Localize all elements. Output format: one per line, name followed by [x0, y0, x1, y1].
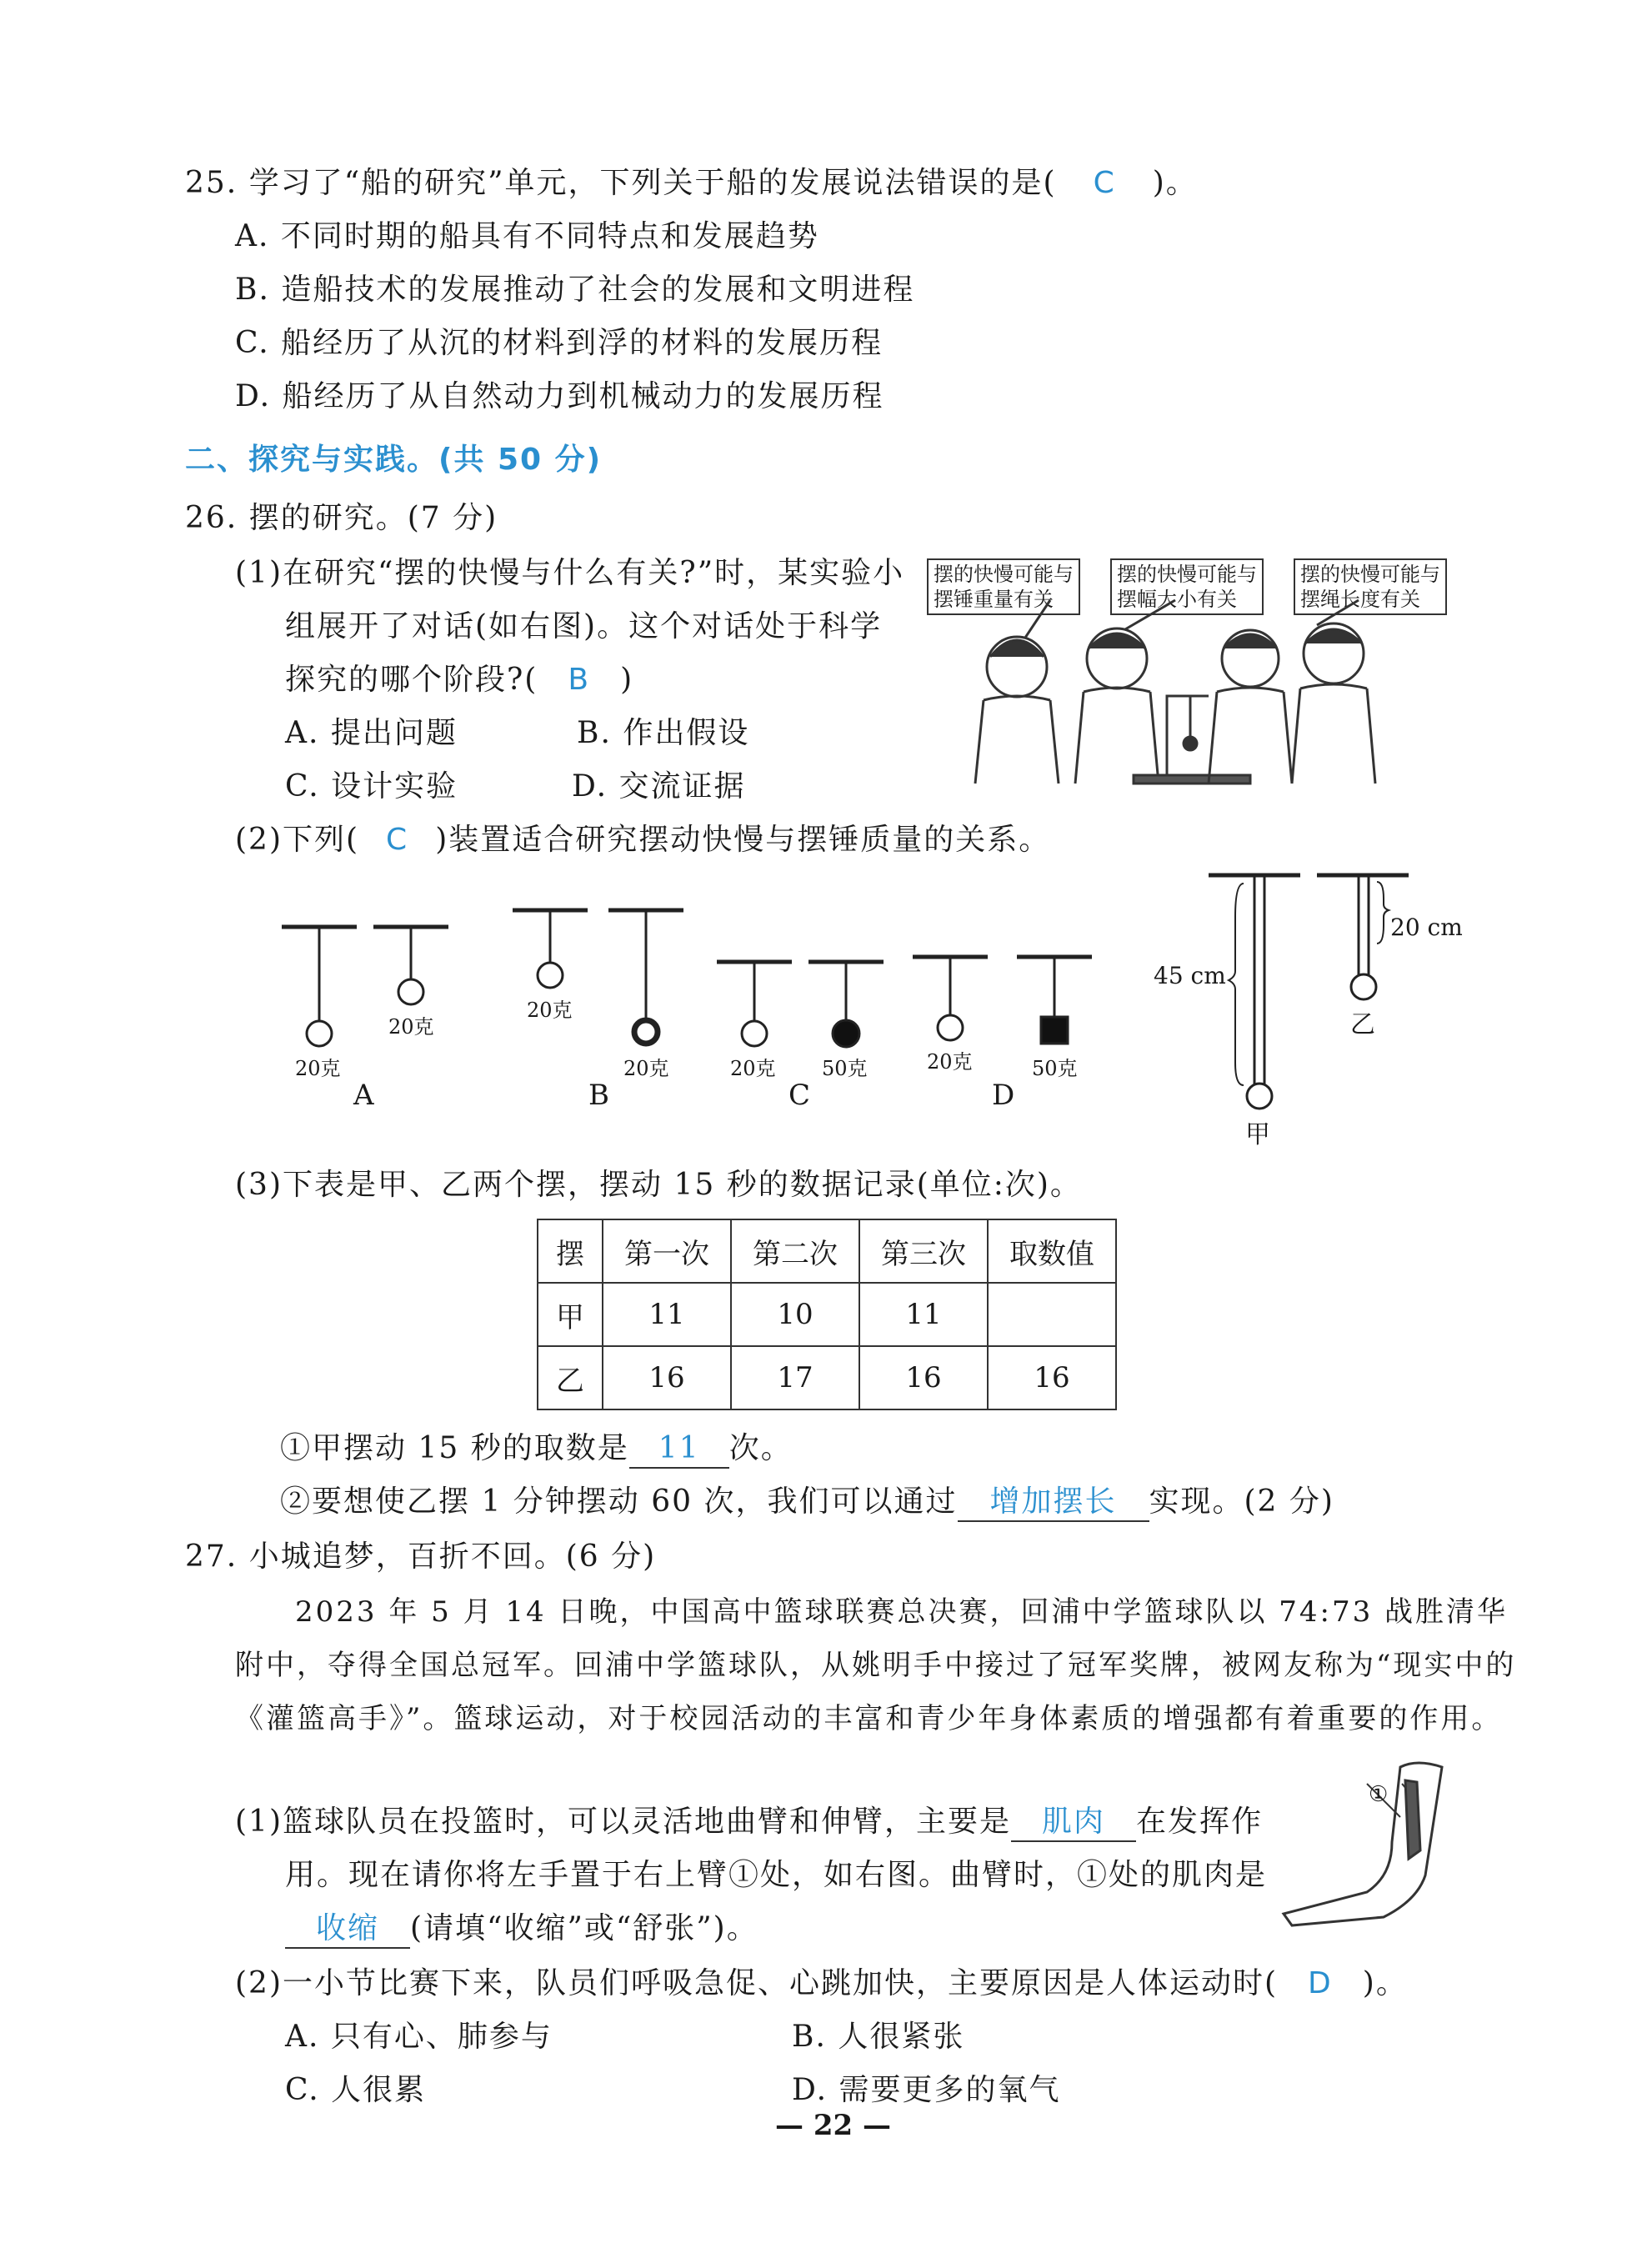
label-a2: 20克	[388, 1015, 434, 1039]
q27-p1-answer2: 收缩	[285, 1910, 410, 1949]
q26-p1-option-c: C. 设计实验	[285, 769, 458, 804]
q27-p2-option-c: C. 人很累	[285, 2073, 427, 2107]
q26-p3-q2-answer: 增加摆长	[958, 1484, 1149, 1522]
diagram-label-a: A	[353, 1079, 374, 1112]
q26-p1-line2: 组展开了对话(如右图)。这个对话处于科学	[285, 609, 883, 643]
q26-p3-q1	[280, 1430, 793, 1469]
table-header-cell: 第三次	[859, 1219, 988, 1283]
pendulum-drawing	[267, 867, 1500, 1150]
q27-p2-option-d: D. 需要更多的氧气	[792, 2073, 1061, 2107]
label-d1: 20克	[927, 1050, 973, 1074]
diagram-label-d: D	[992, 1079, 1015, 1112]
q27-p1-line3	[285, 1910, 758, 1949]
q26-p1-option-a: A. 提出问题	[285, 716, 458, 750]
q26-p3-q1-end: 次。	[728, 1431, 793, 1465]
q27-p1-hint: (请填“收缩”或“舒张”)。	[410, 1911, 758, 1945]
q27-p2-option-b: B. 人很紧张	[792, 2020, 965, 2054]
table-cell: 16	[859, 1346, 988, 1409]
label-a1: 20克	[295, 1057, 341, 1080]
q27-passage: 2023 年 5 月 14 日晚，中国高中篮球联赛总决赛，回浦中学篮球队以 74:73 战胜清华附中，夺得全国总冠军。回浦中学篮球队，从姚明手中接过了冠军奖牌，被网友称为“现实中的《灌篮高手》”。篮球运动，对于校园活动的丰富和青少年身体素质的增强都有着重要的作用。	[235, 1595, 1517, 1735]
diagram-label-c: C	[788, 1079, 811, 1112]
table-header-cell: 取数值	[988, 1219, 1116, 1283]
table-row	[538, 1283, 1116, 1346]
bubble-2-line1: 摆的快慢可能与	[1117, 563, 1257, 586]
table-cell: 10	[731, 1283, 859, 1346]
q26-p1-line3	[285, 662, 633, 698]
table-cell: 乙	[538, 1346, 603, 1409]
table-header-cell: 第一次	[603, 1219, 731, 1283]
q26-p3-intro: (3)下表是甲、乙两个摆，摆动 15 秒的数据记录(单位:次)。	[235, 1168, 1082, 1202]
arm-marker-label: ①	[1369, 1782, 1389, 1807]
q25-stem-text: 25. 学习了“船的研究”单元，下列关于船的发展说法错误的是(	[185, 166, 1057, 200]
table-cell: 甲	[538, 1283, 603, 1346]
q25-option-b: B. 造船技术的发展推动了社会的发展和文明进程	[235, 273, 915, 307]
q26-p3-q2	[280, 1484, 1334, 1522]
pendulum-yi-label: 乙	[1350, 1010, 1375, 1039]
table-header-row	[538, 1219, 1116, 1283]
table-header-cell: 摆	[538, 1219, 603, 1283]
q27-p1-line2: 用。现在请你将左手置于右上臂①处，如右图。曲臂时，①处的肌肉是	[285, 1858, 1268, 1892]
bubble-1-line1: 摆的快慢可能与	[934, 563, 1074, 586]
page-number: — 22 —	[775, 2109, 891, 2142]
q26-p1-question: 探究的哪个阶段?(	[285, 663, 538, 697]
length-20cm-label: 20 cm	[1390, 914, 1463, 941]
label-b2: 20克	[623, 1057, 669, 1080]
q26-p1-close: )	[620, 663, 634, 697]
q26-p2-stem-start: (2)下列(	[235, 823, 360, 857]
table-header-cell: 第二次	[731, 1219, 859, 1283]
q25-option-a: A. 不同时期的船具有不同特点和发展趋势	[235, 219, 819, 253]
diagram-label-b: B	[588, 1079, 609, 1112]
bubble-2-line2: 摆幅大小有关	[1117, 588, 1237, 611]
arm-illustration	[1275, 1750, 1467, 1934]
q26-p1-answer: B	[568, 663, 591, 697]
table-cell	[988, 1283, 1116, 1346]
q25-answer: C	[1093, 166, 1116, 200]
table-cell: 17	[731, 1346, 859, 1409]
label-c1: 20克	[730, 1057, 776, 1080]
pendulum-data-table	[537, 1219, 1117, 1410]
label-d2: 50克	[1032, 1057, 1078, 1080]
q26-p3-q2-end: 实现。(2 分)	[1149, 1484, 1334, 1519]
label-c2: 50克	[822, 1057, 868, 1080]
arm-drawing	[1275, 1750, 1467, 1934]
length-45cm-label: 45 cm	[1154, 962, 1226, 989]
q25-stem-end: )。	[1152, 166, 1198, 200]
q27-p2-stem-text: (2)一小节比赛下来，队员们呼吸急促、心跳加快，主要原因是人体运动时(	[235, 1966, 1279, 2000]
q27-p2-stem-end: )。	[1362, 1966, 1408, 2000]
q25-option-d: D. 船经历了从自然动力到机械动力的发展历程	[235, 379, 884, 413]
q26-p2-stem-end: )装置适合研究摆动快慢与摆锤质量的关系。	[435, 823, 1051, 857]
q27-p2-stem	[235, 1965, 1408, 2002]
pendulum-diagram	[267, 867, 1500, 1150]
q25-option-c: C. 船经历了从沉的材料到浮的材料的发展历程	[235, 326, 884, 360]
q26-p1-option-b: B. 作出假设	[577, 716, 750, 750]
q27-p2-answer: D	[1308, 1966, 1333, 2000]
q26-p2-stem	[235, 822, 1050, 859]
q27-p1-text-end: 在发挥作	[1136, 1805, 1264, 1839]
table-cell: 16	[988, 1346, 1116, 1409]
q27-p1-line1	[235, 1804, 1263, 1842]
q25-stem	[185, 165, 1198, 202]
label-b1: 20克	[527, 999, 573, 1022]
q26-title: 26. 摆的研究。(7 分)	[185, 501, 498, 535]
table-cell: 16	[603, 1346, 731, 1409]
section-heading: 二、探究与实践。(共 50 分)	[185, 443, 603, 477]
children-experiment-drawing	[925, 550, 1475, 792]
table-cell: 11	[603, 1283, 731, 1346]
pendulum-jia-label: 甲	[1245, 1120, 1270, 1149]
table-row	[538, 1346, 1116, 1409]
q27-title: 27. 小城追梦，百折不回。(6 分)	[185, 1540, 657, 1574]
q27-p1-text: (1)篮球队员在投篮时，可以灵活地曲臂和伸臂，主要是	[235, 1805, 1011, 1839]
dialogue-illustration	[925, 550, 1475, 792]
q26-p3-q1-text: ①甲摆动 15 秒的取数是	[280, 1431, 629, 1465]
q26-p1-option-d: D. 交流证据	[572, 769, 746, 804]
q26-p3-q1-answer: 11	[629, 1430, 729, 1469]
table-cell: 11	[859, 1283, 988, 1346]
bubble-3-line1: 摆的快慢可能与	[1300, 563, 1440, 586]
q27-p1-answer1: 肌肉	[1011, 1804, 1136, 1842]
q26-p1-line1: (1)在研究“摆的快慢与什么有关?”时，某实验小	[235, 556, 905, 590]
bubble-3-line2: 摆绳长度有关	[1300, 588, 1420, 611]
q27-p2-option-a: A. 只有心、肺参与	[285, 2020, 553, 2054]
bubble-1-line2: 摆锤重量有关	[934, 588, 1054, 611]
q26-p3-q2-text: ②要想使乙摆 1 分钟摆动 60 次，我们可以通过	[280, 1484, 958, 1519]
q26-p2-answer: C	[386, 823, 409, 857]
